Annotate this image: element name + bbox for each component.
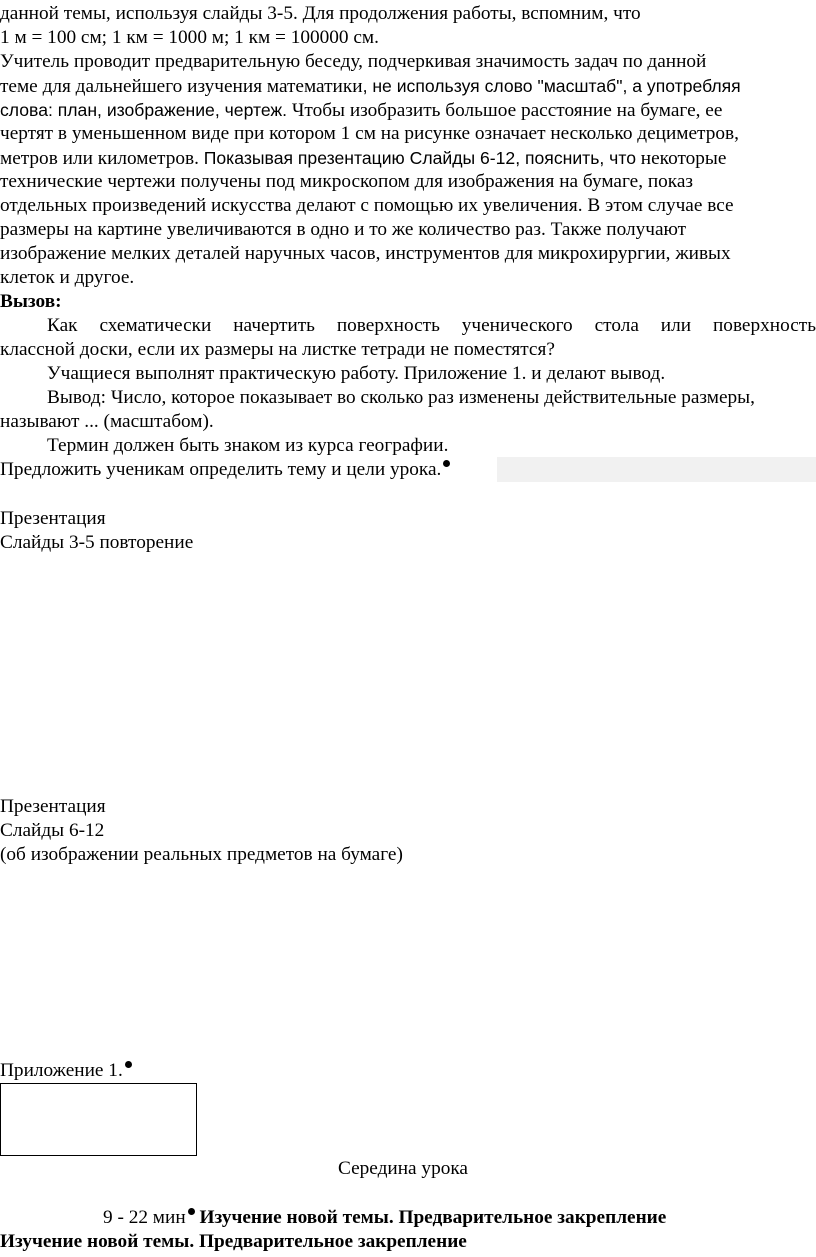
lesson-stage: Середина урока xyxy=(338,1158,468,1179)
challenge-question-line-1: Как схематически начертить поверхность ученического стола или поверхность xyxy=(47,315,816,336)
appendix-placeholder-box xyxy=(0,1083,197,1156)
term-note: Термин должен быть знаком из курса географии. xyxy=(47,435,449,456)
intro-line-2: 1 м = 100 см; 1 км = 1000 м; 1 км = 100000 см. xyxy=(0,27,379,48)
intro-line-6: чертят в уменьшенном виде при котором 1 см на рисунке означает несколько дециметров, xyxy=(0,123,739,144)
challenge-heading: Вызов: xyxy=(0,291,62,312)
propose-topic: Предложить ученикам определить тему и цели урока. xyxy=(0,458,450,482)
appendix-label: Приложение 1. xyxy=(0,1059,132,1083)
intro-line-10: размеры на картине увеличиваются в одно и то же количество раз. Также получают xyxy=(0,219,687,240)
intro-line-5: слова: план, изображение, чертеж. Чтобы изобразить большое расстояние на бумаге, ее xyxy=(0,100,723,121)
intro-line-7: метров или километров. Показывая презентацию Слайды 6-12, пояснить, что некоторые xyxy=(0,148,727,169)
bullet-icon xyxy=(188,1208,195,1215)
presentation-slides-1: Слайды 3-5 повторение xyxy=(0,532,194,553)
bullet-icon xyxy=(443,460,450,467)
presentation-slides-2: Слайды 6-12 xyxy=(0,820,105,841)
presentation-description-2: (об изображении реальных предметов на бумаге) xyxy=(0,844,403,865)
presentation-label-1: Презентация xyxy=(0,508,106,529)
intro-line-9: отдельных произведений искусства делают с помощью их увеличения. В этом случае все xyxy=(0,195,734,216)
challenge-question-line-2: классной доски, если их размеры на листке тетради не поместятся? xyxy=(0,339,555,360)
conclusion-line-2: называют ... (масштабом). xyxy=(0,411,214,432)
highlight-bar xyxy=(497,457,816,482)
intro-line-11: изображение мелких деталей наручных часов, инструментов для микрохирургии, живых xyxy=(0,243,731,264)
stage-time-title: 9 - 22 мин Изучение новой темы. Предварительное закрепление xyxy=(103,1207,667,1228)
practice-work: Учащиеся выполнят практическую работу. Приложение 1. и делают вывод. xyxy=(47,363,666,384)
bullet-icon xyxy=(125,1061,132,1068)
intro-line-4: теме для дальнейшего изучения математики, не используя слово "масштаб", а употребляя xyxy=(0,76,741,97)
intro-line-12: клеток и другое. xyxy=(0,267,135,288)
stage-title-repeat: Изучение новой темы. Предварительное закрепление xyxy=(0,1231,467,1252)
intro-line-3: Учитель проводит предварительную беседу, подчеркивая значимость задач по данной xyxy=(0,51,707,72)
intro-line-8: технические чертежи получены под микроскопом для изображения на бумаге, показ xyxy=(0,171,694,192)
conclusion-line-1: Вывод: Число, которое показывает во сколько раз изменены действительные размеры, xyxy=(47,387,755,408)
intro-line-1: данной темы, используя слайды 3-5. Для продолжения работы, вспомним, что xyxy=(0,3,641,24)
presentation-label-2: Презентация xyxy=(0,796,106,817)
